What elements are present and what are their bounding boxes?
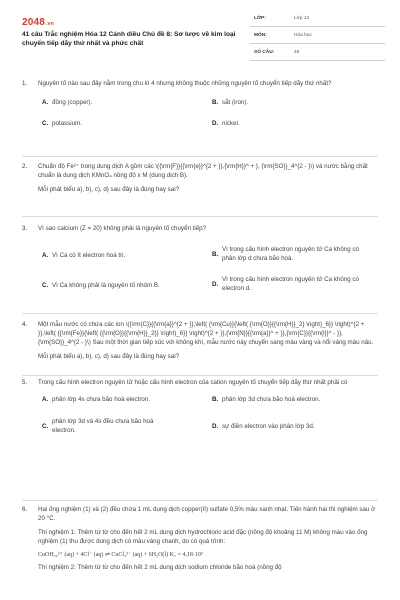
question-2 bbox=[22, 163, 380, 200]
option-c[interactable] bbox=[42, 282, 207, 291]
option-letter: D. bbox=[212, 280, 219, 288]
option-grid bbox=[42, 246, 380, 304]
option-c[interactable] bbox=[42, 120, 207, 129]
option-b[interactable] bbox=[212, 246, 377, 264]
meta-label: MÔN: bbox=[254, 33, 267, 38]
question-4 bbox=[22, 321, 380, 367]
option-text: potassium. bbox=[52, 119, 82, 127]
option-letter: D. bbox=[212, 422, 219, 430]
question-text: Nguyên tố nào sau đây nằm trong chu kì 4 nhưng không thuộc những nguyên tố chuyển tiếp dãy thứ nhất? bbox=[38, 80, 332, 87]
option-letter: C. bbox=[42, 281, 49, 289]
question-text bbox=[38, 506, 380, 547]
option-text: nickel. bbox=[222, 119, 240, 127]
question-number: 6. bbox=[22, 506, 28, 513]
question-1 bbox=[22, 80, 380, 139]
option-text: Vì Ca có ít electron hoá trị. bbox=[52, 251, 126, 259]
option-text: phân lớp 4s chưa bão hoà electron. bbox=[52, 395, 150, 403]
header bbox=[0, 0, 400, 62]
question-prompt: Mỗi phát biểu a), b), c), d) sau đây là đúng hay sai? bbox=[38, 352, 180, 360]
divider bbox=[22, 500, 378, 501]
equilibrium-formula: CuOH₂₆²⁺ (aq) + 4Cl⁻ (aq) ⇌ CuCl₄²⁻ (aq) + 6H₂O(l) K꜀ = 4,18·10⁵ bbox=[38, 551, 203, 558]
option-text: sắt (iron). bbox=[222, 98, 249, 106]
option-text: sự điền electron vào phân lớp 3d. bbox=[222, 422, 315, 430]
option-letter: A. bbox=[42, 98, 49, 106]
question-stem: Một mẫu nước có chứa các ion \({\rm{C}}{{\rm{a}}^{2 + }},\left( {\rm{Cu}}{\left( {\rm{O}}{{\rm{H}}_2} \right)_6}} \right)^{2 + }},\left( {{\rm{Fe}}{\left( {{\rm{O}}{{\rm{H}}_2}} \right)_6}} \right)^{2 + }},{\rm{N}}{{\rm{a}}^ + }},{\rm{C}}{{\rm{l}}^ - }},{\rm{SO}}_4^{2 - }\) Sau một thời gian tiếp xúc với không khí, mẫu nước này chuyển sang màu vàng và nổi váng màu nâu. bbox=[38, 321, 374, 346]
meta-box bbox=[250, 12, 385, 63]
meta-value: Lớp 12 bbox=[294, 16, 310, 21]
option-letter: B. bbox=[212, 395, 219, 403]
option-d[interactable] bbox=[212, 120, 377, 129]
question-text bbox=[38, 321, 380, 362]
option-grid bbox=[42, 99, 380, 139]
question-prompt: Mỗi phát biểu a), b), c), d) sau đây là đúng hay sai? bbox=[38, 185, 180, 193]
question-stem: Hai ống nghiệm (1) và (2) đều chứa 1 mL dung dịch copper(II) sulfate 0,5% màu xanh nhạt. Tiến hành hai thí nghiệm sau ở 20 °C. bbox=[38, 506, 376, 522]
option-text: Vì trong cấu hình electron nguyên tử Ca không có phân lớp d chưa bão hoà. bbox=[222, 245, 359, 262]
option-text: phân lớp 3d và 4s đều chưa bão hoà electron. bbox=[52, 417, 154, 434]
question-number: 5. bbox=[22, 379, 28, 386]
logo-text: 2048 bbox=[22, 17, 46, 28]
option-a[interactable] bbox=[42, 396, 207, 405]
divider bbox=[22, 156, 378, 157]
question-experiment-1: Thí nghiệm 1: Thêm từ từ cho đến hết 2 mL dung dịch hydrochloric acid đặc (nồng độ khoảng 11 M) không màu vào ống nghiệm (1) thu được dung dịch có màu vàng chanh, do có quá trình: bbox=[38, 528, 368, 545]
question-5 bbox=[22, 379, 380, 440]
meta-label: SỐ CÂU: bbox=[254, 50, 275, 55]
option-b[interactable] bbox=[212, 396, 377, 405]
option-d[interactable] bbox=[212, 276, 377, 294]
question-number: 2. bbox=[22, 163, 28, 170]
option-letter: A. bbox=[42, 251, 49, 259]
meta-value: 45 bbox=[294, 50, 300, 55]
question-experiment-2: Thí nghiệm 2: Thêm từ từ cho đến hết 2 mL dung dịch sodium chloride bão hoà (nồng độ bbox=[38, 563, 282, 571]
divider bbox=[22, 216, 378, 217]
question-number: 4. bbox=[22, 321, 28, 328]
divider bbox=[22, 313, 378, 314]
divider bbox=[22, 375, 378, 376]
question-text bbox=[38, 163, 380, 195]
option-b[interactable] bbox=[212, 99, 377, 108]
meta-value: Hóa học bbox=[294, 33, 312, 38]
question-text: Trong cấu hình electron nguyên tử hoặc cấu hình electron của cation nguyên tố chuyển tiếp dãy thứ nhất phải có bbox=[38, 379, 348, 386]
meta-label: LỚP: bbox=[254, 16, 266, 21]
question-6 bbox=[22, 506, 380, 573]
option-c[interactable] bbox=[42, 418, 207, 436]
option-letter: C. bbox=[42, 422, 49, 430]
option-text: Vì Ca không phải là nguyên tố nhóm B. bbox=[52, 281, 160, 289]
option-grid bbox=[42, 396, 380, 440]
option-letter: C. bbox=[42, 119, 49, 127]
option-a[interactable] bbox=[42, 252, 207, 261]
option-letter: B. bbox=[212, 98, 219, 106]
option-text: phân lớp 3d chưa bão hoà electron. bbox=[222, 395, 321, 403]
question-3 bbox=[22, 225, 380, 304]
option-letter: D. bbox=[212, 119, 219, 127]
option-text: đồng (copper). bbox=[52, 98, 93, 106]
option-a[interactable] bbox=[42, 99, 207, 108]
question-text: Vì sao calcium (Z = 20) không phải là nguyên tố chuyển tiếp? bbox=[38, 225, 207, 232]
logo-suffix: .vn bbox=[46, 21, 54, 27]
option-text: Vì trong cấu hình electron nguyên tử Ca không có electron d. bbox=[222, 275, 359, 292]
option-letter: B. bbox=[212, 250, 219, 258]
page-title: 41 câu Trắc nghiệm Hóa 12 Cánh diều Chủ đề 8: Sơ lược về kim loại chuyển tiếp dãy thứ nhất và phức chất bbox=[22, 31, 236, 47]
question-stem: Chuẩn độ Fe²⁺ trong dung dịch A gồm các \({\rm{F}}{{\rm{e}}^{2 + }},{\rm{H}}^ + }, {\rm{SO}}_4^{2 - }\) và nước bằng chất chuẩn là dung dịch KMnO₄ nồng độ x M (dung dịch B). bbox=[38, 163, 368, 179]
option-letter: A. bbox=[42, 395, 49, 403]
site-logo[interactable] bbox=[22, 16, 54, 31]
meta-row-count bbox=[250, 46, 385, 61]
meta-row-subject bbox=[250, 29, 385, 44]
question-number: 3. bbox=[22, 225, 28, 232]
option-d[interactable] bbox=[212, 423, 377, 432]
question-number: 1. bbox=[22, 80, 28, 87]
meta-row-class bbox=[250, 12, 385, 27]
